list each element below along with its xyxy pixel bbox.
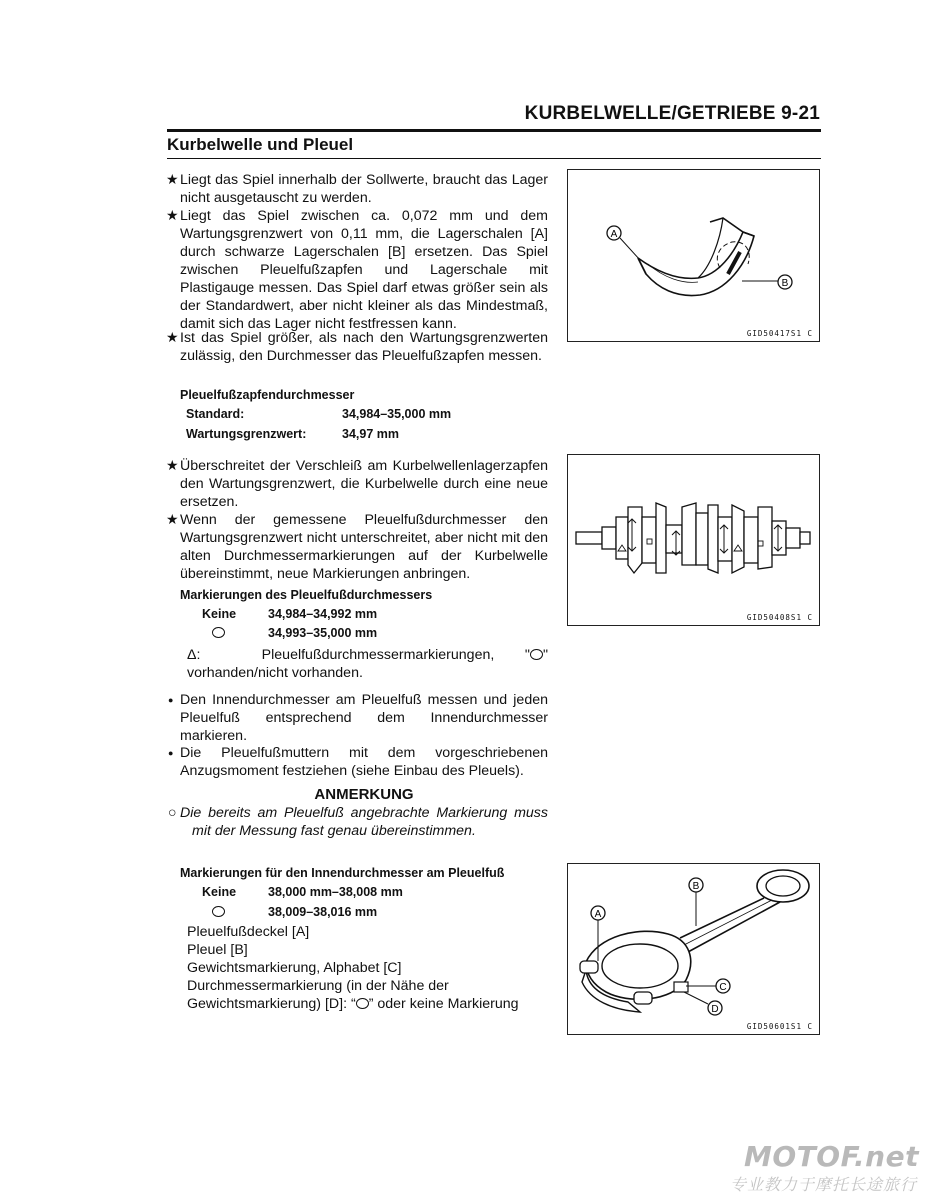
figure-bearing-inserts (567, 169, 820, 342)
delta-text: " vorhanden/nicht vorhanden. (187, 647, 548, 681)
callout-label: A (610, 229, 618, 240)
bullet-item (166, 329, 548, 365)
spec-label: Keine (202, 885, 237, 899)
callout-label: B (692, 881, 700, 892)
star-icon: ★ (166, 172, 179, 188)
legend-item (187, 977, 549, 1013)
spec-value: 38,000 mm–38,008 mm (268, 885, 403, 899)
bullet-item (166, 207, 548, 333)
spec-value: 34,97 mm (342, 427, 399, 441)
spec-value: 34,993–35,000 mm (268, 626, 378, 640)
spec-row (186, 407, 486, 423)
spec-heading: Markierungen des Pleuelfußdurchmessers (180, 588, 433, 602)
figure-connecting-rod (567, 863, 820, 1035)
spec-row (202, 607, 502, 623)
bullet-item (166, 457, 548, 511)
bullet-text: Überschreitet der Verschleiß am Kurbelwellenlagerzapfen den Wartungsgrenzwert, die Kurbelwelle durch eine neue ersetzen. (180, 458, 548, 510)
legend-text: Durchmessermarkierung (in der Nähe der Gewichtsmarkierung) [D]: “ (187, 978, 449, 1012)
circle-mark-icon (356, 998, 369, 1009)
callout-label: B (781, 278, 789, 289)
legend-text: ” oder keine Markierung (368, 996, 519, 1012)
watermark-tagline: 专业教力于摩托长途旅行 (729, 1177, 917, 1194)
header-rule (167, 129, 821, 132)
star-icon: ★ (166, 458, 179, 474)
spec-label: Standard: (186, 407, 245, 421)
bullet-item (168, 744, 548, 780)
note-marker: ○ (168, 805, 177, 821)
note-body (168, 804, 548, 840)
callout-label: A (594, 909, 602, 920)
note-heading: ANMERKUNG (314, 786, 414, 803)
figure-code: GID50601S1 C (746, 1022, 813, 1031)
bullet-text: Den Innendurchmesser am Pleuelfuß messen und jeden Pleuelfuß entsprechend dem Innendurchmesser markieren. (180, 692, 548, 744)
spec-row (202, 626, 502, 642)
circle-mark-icon (530, 649, 543, 660)
spec-heading: Pleuelfußzapfendurchmesser (180, 388, 355, 402)
bullet-icon: ● (168, 748, 174, 758)
section-rule (167, 158, 821, 159)
bullet-icon: ● (168, 695, 174, 705)
spec-row (202, 885, 502, 901)
circle-mark-icon (212, 905, 225, 919)
star-icon: ★ (166, 512, 179, 528)
spec-value: 34,984–34,992 mm (268, 607, 378, 621)
bullet-item (168, 691, 548, 745)
figure-code: GID50417S1 C (746, 329, 813, 338)
spec-row (186, 427, 486, 443)
note-text: Die bereits am Pleuelfuß angebrachte Markierung muss mit der Messung fast genau übereinstimmen. (180, 805, 548, 839)
delta-text: Pleuelfußdurchmessermarkierungen, " (261, 647, 530, 663)
bullet-text: Liegt das Spiel innerhalb der Sollwerte, braucht das Lager nicht ausgetauscht zu werden. (180, 172, 548, 206)
watermark-logo: MOTOF.net (744, 1140, 919, 1173)
legend-item: Pleuelfußdeckel [A] (187, 924, 310, 940)
spec-value: 38,009–38,016 mm (268, 905, 378, 919)
bullet-text: Ist das Spiel größer, als nach den Wartungsgrenzwerten zulässig, den Durchmesser das Pleuelfußzapfen messen. (180, 330, 548, 364)
section-title: Kurbelwelle und Pleuel (167, 135, 354, 154)
spec-label: Keine (202, 607, 237, 621)
spec-heading: Markierungen für den Innendurchmesser am Pleuelfuß (180, 866, 505, 880)
legend-item: Pleuel [B] (187, 942, 248, 958)
spec-row (202, 905, 502, 921)
spec-value: 34,984–35,000 mm (342, 407, 452, 421)
bullet-text: Wenn der gemessene Pleuelfußdurchmesser den Wartungsgrenzwert nicht unterschreitet, aber nicht mit den alten Durchmessermarkierungen auf der Kurbelwelle übereinstimmt, neue Markierungen anbringen. (180, 512, 548, 582)
bullet-text: Die Pleuelfußmuttern mit dem vorgeschriebenen Anzugsmoment festziehen (siehe Einbau des Pleuels). (180, 745, 548, 779)
spec-label: Wartungsgrenzwert: (186, 427, 307, 441)
delta-note (187, 646, 548, 682)
figure-crankshaft (567, 454, 820, 626)
bearing-insert-illustration (568, 170, 819, 341)
figure-code: GID50408S1 C (746, 613, 813, 622)
callout-label: D (711, 1004, 719, 1015)
bullet-item (166, 171, 548, 207)
page-header-title: KURBELWELLE/GETRIEBE 9-21 (524, 103, 820, 124)
legend-item: Gewichtsmarkierung, Alphabet [C] (187, 960, 402, 976)
star-icon: ★ (166, 208, 179, 224)
star-icon: ★ (166, 330, 179, 346)
circle-mark-icon (212, 626, 225, 640)
connecting-rod-illustration (568, 864, 819, 1034)
delta-symbol: Δ: (187, 647, 201, 663)
bullet-item (166, 511, 548, 583)
crankshaft-illustration (568, 455, 819, 625)
callout-label: C (719, 982, 727, 993)
bullet-text: Liegt das Spiel zwischen ca. 0,072 mm und dem Wartungsgrenzwert von 0,11 mm, die Lagerschalen [A] durch schwarze Lagerschalen [B] ersetzen. Das Spiel zwischen Pleuelfußzapfen und Lagerschale mit Plastigauge messen. Das Spiel darf etwas größer sein als der Standardwert, aber nicht kleiner als das Mindestmaß, damit sich das Lager nicht festfressen kann. (180, 208, 548, 332)
